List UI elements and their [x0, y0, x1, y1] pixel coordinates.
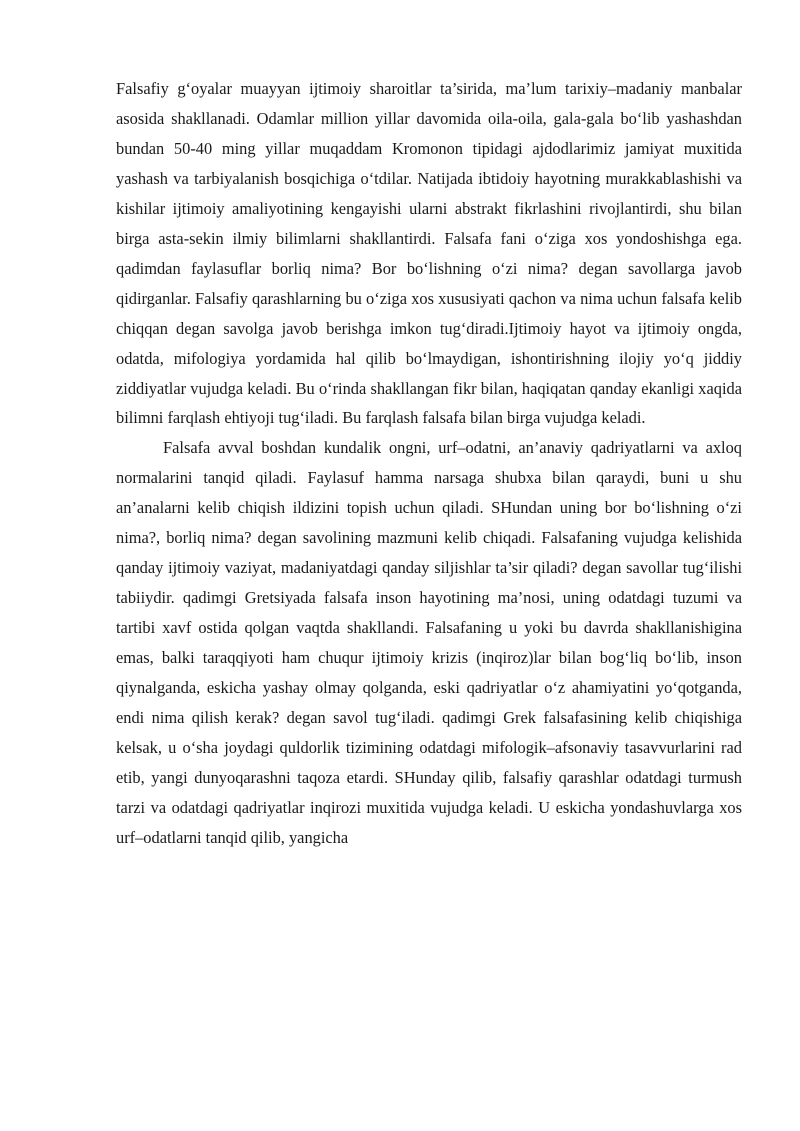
paragraph-2: Falsafa avval boshdan kundalik ongni, urf–odatni, an’anaviy qadriyatlarni va axloq normalarini tanqid qiladi. Faylasuf hamma narsaga shubxa bilan qaraydi, buni u shu an’analarni kelib chiqish ildizini topish uchun qiladi. SHundan uning bor bo‘lishning o‘zi nima?, borliq nima? degan savolining mazmuni kelib chiqadi. Falsafaning vujudga kelishida qanday ijtimoiy vaziyat, madaniyatdagi qanday siljishlar ta’sir qiladi? degan savollar tug‘ilishi tabiiydir. qadimgi Gretsiyada falsafa inson hayotining ma’nosi, uning odatdagi tuzumi va tartibi xavf ostida qolgan vaqtda shakllandi. Falsafaning u yoki bu davrda shakllanishigina emas, balki taraqqiyoti ham chuqur ijtimoiy krizis (inqiroz)lar bilan bog‘liq bo‘lib, inson qiynalganda, eskicha yashay olmay qolganda, eski qadriyatlar o‘z ahamiyatini yo‘qotganda, endi nima qilish kerak? degan savol tug‘iladi. qadimgi Grek falsafasining kelib chiqishiga kelsak, u o‘sha joydagi quldorlik tizimining odatdagi mifologik–afsonaviy tasavvurlarini rad etib, yangi dunyoqarashni taqoza etardi. SHunday qilib, falsafiy qarashlar odatdagi turmush tarzi va odatdagi qadriyatlar inqirozi muxitida vujudga keladi. U eskicha yondashuvlarga xos urf–odatlarni tanqid qilib, yangicha	[116, 438, 742, 847]
paragraph-1: Falsafiy g‘oyalar muayyan ijtimoiy sharoitlar ta’sirida, ma’lum tarixiy–madaniy manbalar asosida shakllanadi. Odamlar million yillar davomida oila-oila, gala-gala bo‘lib yashashdan bundan 50-40 ming yillar muqaddam Kromonon tipidagi ajdodlarimiz jamiyat muxitida yashash va tarbiyalanish bosqichiga o‘tdilar. Natijada ibtidoiy hayotning murakkablashishi va kishilar ijtimoiy amaliyotining kengayishi ularni abstrakt fikrlashini rivojlantirdi, shu bilan birga asta-sekin ilmiy bilimlarni shakllantirdi. Falsafa fani o‘ziga xos yondoshishga ega. qadimdan faylasuflar borliq nima? Bor bo‘lishning o‘zi nima? degan savollarga javob qidirganlar. Falsafiy qarashlarning bu o‘ziga xos xususiyati qachon va nima uchun falsafa kelib chiqqan degan savolga javob berishga imkon tug‘diradi.Ijtimoiy hayot va ijtimoiy ongda, odatda, mifologiya yordamida hal qilib bo‘lmaydigan, ishontirishning ilojiy yo‘q jiddiy ziddiyatlar vujudga keladi. Bu o‘rinda shakllangan fikr bilan, haqiqatan qanday ekanligi xaqida bilimni farqlash ehtiyoji tug‘iladi. Bu farqlash falsafa bilan birga vujudga keladi.	[116, 79, 742, 428]
body-text	[116, 74, 742, 853]
